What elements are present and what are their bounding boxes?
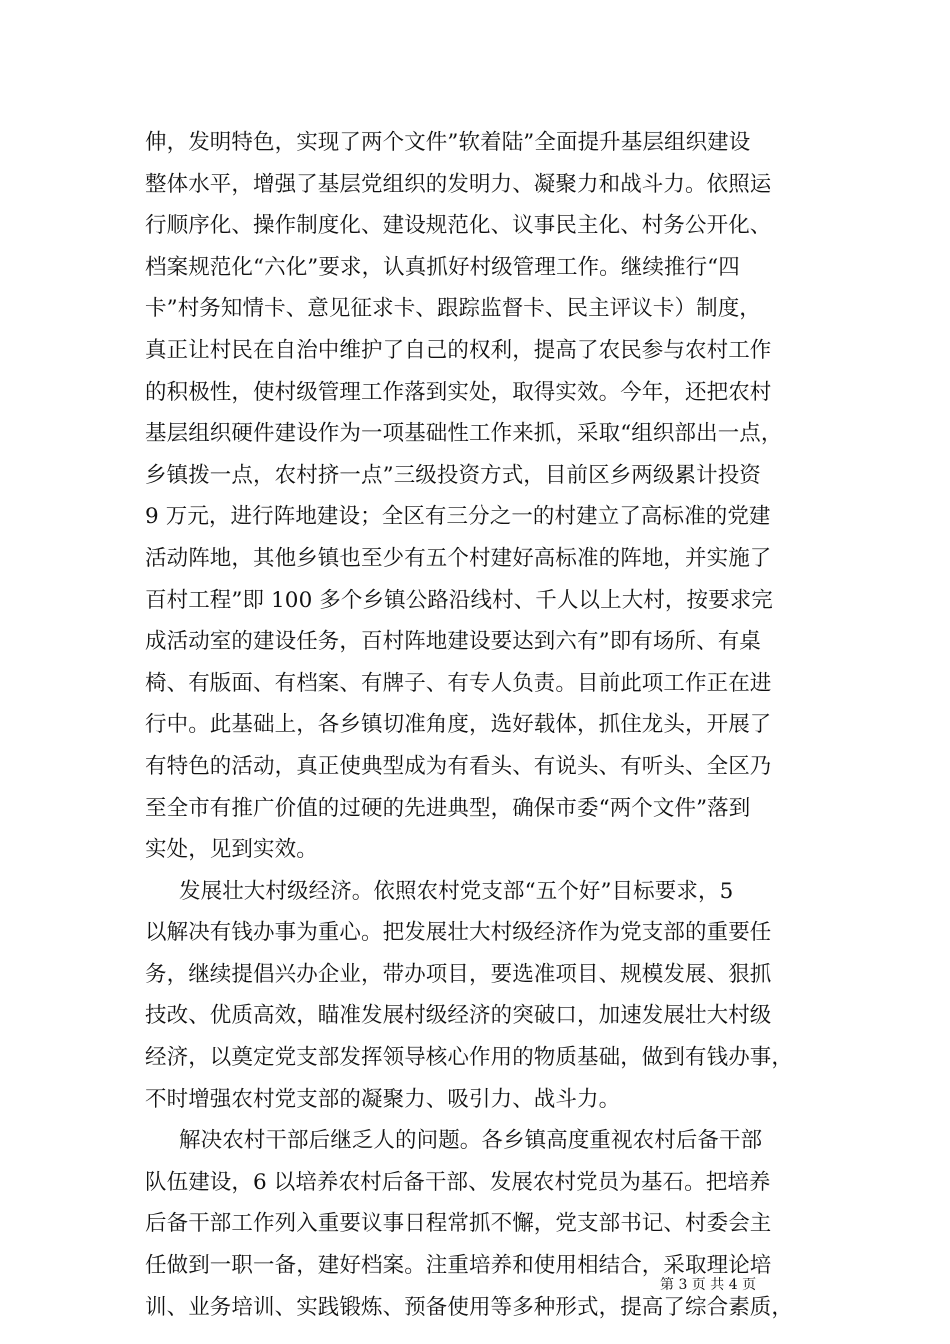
text-line: 务，继续提倡兴办企业，带办项目，要选准项目、规模发展、狠抓 (145, 961, 772, 987)
text-line: 技改、优质高效，瞄准发展村级经济的突破口，加速发展壮大村级 (145, 1003, 772, 1029)
text-line: 至全市有推广价值的过硬的先进典型，确保市委“两个文件”落到 (145, 795, 751, 821)
text-line: 任做到一职一备，建好档案。注重培养和使用相结合，采取理论培 (145, 1253, 772, 1279)
text-line: 队伍建设，6 以培养农村后备干部、发展农村党员为基石。把培养 (145, 1169, 771, 1195)
text-line: 整体水平，增强了基层党组织的发明力、凝聚力和战斗力。依照运 (145, 171, 772, 197)
paragraph (145, 122, 815, 871)
text-line: 经济，以奠定党支部发挥领导核心作用的物质基础，做到有钱办事， (145, 1045, 794, 1071)
page-number: 第 3 页 共 4 页 (660, 1277, 757, 1293)
text-line: 百村工程”即 100 多个乡镇公路沿线村、千人以上大村，按要求完 (145, 587, 773, 613)
text-line: 椅、有版面、有档案、有牌子、有专人负责。目前此项工作正在进 (145, 670, 772, 696)
text-line: 乡镇拨一点，农村挤一点”三级投资方式，目前区乡两级累计投资 (145, 462, 761, 488)
document-body (145, 122, 815, 1328)
text-line: 解决农村干部后继乏人的问题。各乡镇高度重视农村后备干部 (179, 1128, 763, 1154)
text-line: 后备干部工作列入重要议事日程常抓不懈，党支部书记、村委会主 (145, 1211, 772, 1237)
text-line: 训、业务培训、实践锻炼、预备使用等多种形式，提高了综合素质， (145, 1294, 794, 1320)
text-line: 活动阵地，其他乡镇也至少有五个村建好高标准的阵地，并实施了 (145, 545, 772, 571)
text-line: 的积极性，使村级管理工作落到实处，取得实效。今年，还把农村 (145, 379, 772, 405)
text-line: 有特色的活动，真正使典型成为有看头、有说头、有听头、全区乃 (145, 753, 772, 779)
text-line: 真正让村民在自治中维护了自己的权利，提高了农民参与农村工作 (145, 337, 772, 363)
text-line: 以解决有钱办事为重心。把发展壮大村级经济作为党支部的重要任 (145, 920, 772, 946)
paragraph (145, 871, 815, 1121)
text-line: 卡”村务知情卡、意见征求卡、跟踪监督卡、民主评议卡）制度， (145, 296, 761, 322)
text-line: 9 万元，进行阵地建设；全区有三分之一的村建立了高标准的党建 (145, 504, 771, 530)
text-line: 行顺序化、操作制度化、建设规范化、议事民主化、村务公开化、 (145, 213, 772, 239)
text-line: 基层组织硬件建设作为一项基础性工作来抓，采取“组织部出一点， (145, 421, 783, 447)
text-line: 成活动室的建设任务，百村阵地建设要达到六有”即有场所、有桌 (145, 629, 761, 655)
text-line: 档案规范化“六化”要求，认真抓好村级管理工作。继续推行“四 (145, 254, 740, 280)
text-line: 实处，见到实效。 (145, 837, 318, 863)
text-line: 不时增强农村党支部的凝聚力、吸引力、战斗力。 (145, 1086, 621, 1112)
text-line: 发展壮大村级经济。依照农村党支部“五个好”目标要求，5 (179, 878, 734, 904)
text-line: 伸，发明特色，实现了两个文件”软着陆”全面提升基层组织建设 (145, 130, 751, 155)
text-line: 行中。此基础上，各乡镇切准角度，选好载体，抓住龙头，开展了 (145, 712, 772, 738)
paragraph (145, 1120, 815, 1328)
